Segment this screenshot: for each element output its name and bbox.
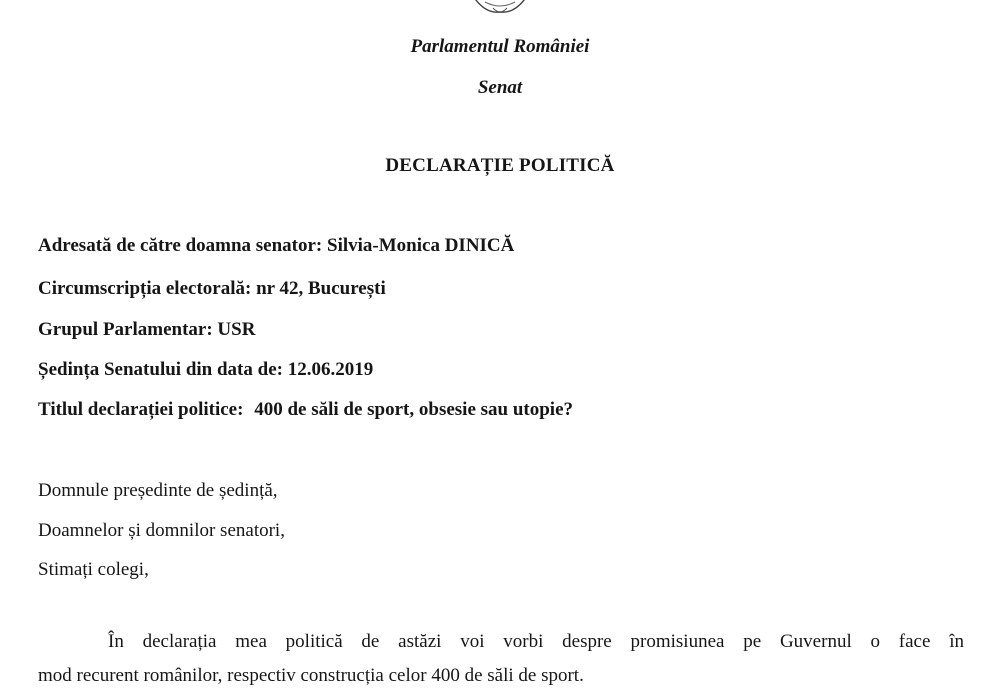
meta-session: Ședința Senatului din data de: 12.06.2019 xyxy=(38,359,374,380)
coat-of-arms-icon xyxy=(465,0,535,18)
salutation-line: Doamnelor și domnilor senatori, xyxy=(38,520,285,541)
salutation-line: Domnule președinte de ședință, xyxy=(38,480,278,501)
declaration-title-label: Titlul declarației politice: xyxy=(38,399,244,420)
document-title: DECLARAȚIE POLITICĂ xyxy=(385,155,615,176)
meta-declaration-title xyxy=(38,399,573,421)
chamber-name: Senat xyxy=(477,77,523,98)
meta-group: Grupul Parlamentar: USR xyxy=(38,319,256,340)
body-paragraph-line: În declarația mea politică de astăzi voi vorbi despre promisiunea pe Guvernul o face în xyxy=(108,631,964,652)
body-paragraph-line: mod recurent românilor, respectiv construcția celor 400 de săli de sport. xyxy=(38,665,584,686)
meta-addressed-by: Adresată de către doamna senator: Silvia-Monica DINICĂ xyxy=(38,235,515,256)
parliament-name: Parlamentul României xyxy=(410,36,590,57)
meta-constituency: Circumscripția electorală: nr 42, București xyxy=(38,278,386,299)
declaration-title-value: 400 de săli de sport, obsesie sau utopie? xyxy=(254,399,574,420)
salutation-line: Stimați colegi, xyxy=(38,559,149,580)
